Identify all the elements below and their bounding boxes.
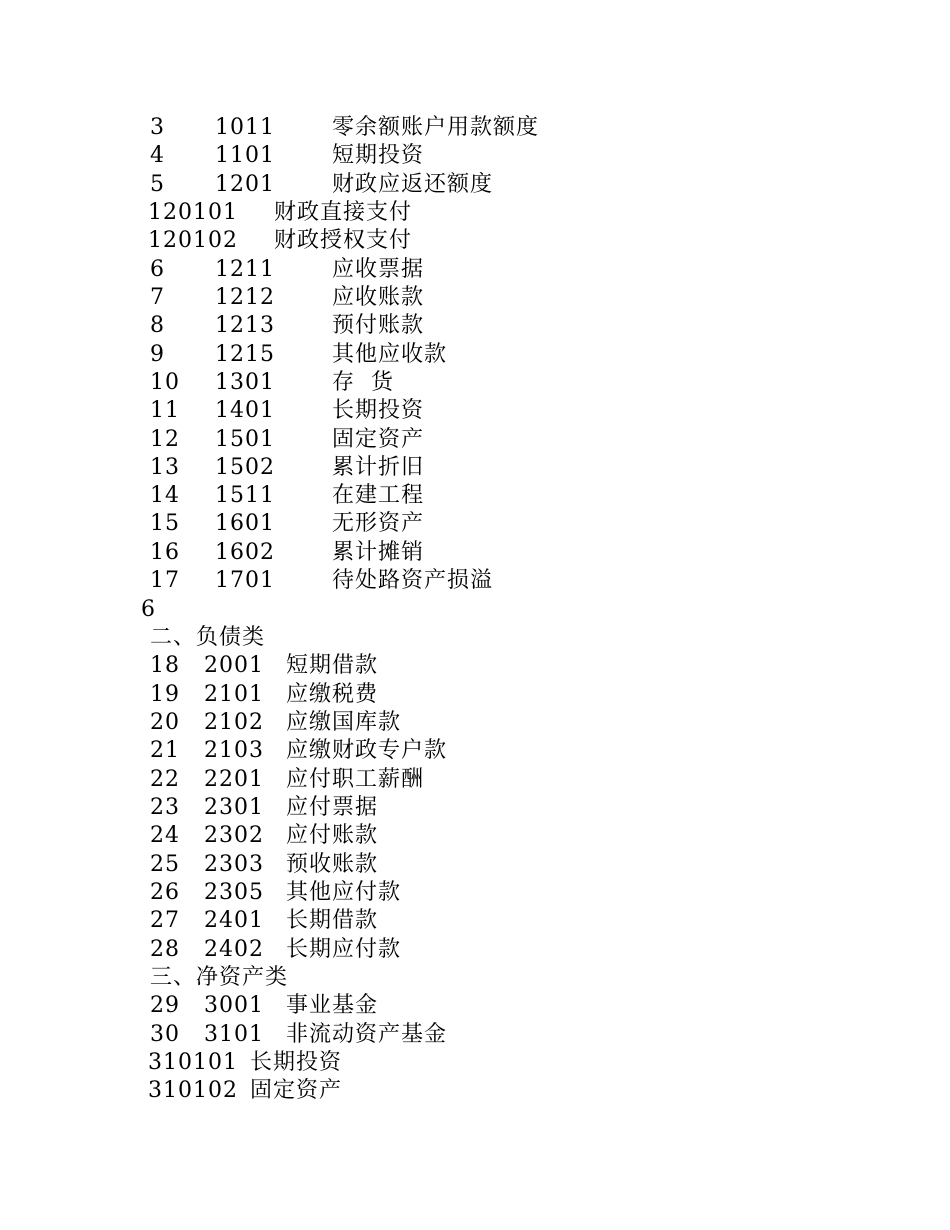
row-number: 20: [150, 710, 180, 735]
row-number: 14: [150, 483, 180, 508]
account-code: 1215: [215, 342, 275, 367]
account-code: 1301: [215, 370, 275, 395]
account-name: 长期应付款: [286, 937, 402, 962]
account-name: 预付账款: [332, 313, 425, 338]
sub-account-name: 财政直接支付: [274, 200, 413, 225]
account-code: 1502: [215, 455, 275, 480]
account-code: 1401: [215, 398, 275, 423]
sub-account-code: 310101: [148, 1050, 238, 1075]
account-name: 在建工程: [332, 483, 425, 508]
row-number: 4: [150, 143, 165, 168]
account-code: 1701: [215, 568, 275, 593]
sub-account-name: 财政授权支付: [274, 228, 413, 253]
account-code: 3101: [204, 1022, 264, 1047]
row-number: 28: [150, 937, 180, 962]
row-number: 25: [150, 852, 180, 877]
row-number: 3: [150, 115, 165, 140]
account-name: 应缴国库款: [286, 710, 402, 735]
account-name: 应收账款: [332, 285, 425, 310]
account-name: 应缴税费: [286, 682, 379, 707]
row-number: 17: [150, 568, 180, 593]
account-code: 2301: [204, 795, 264, 820]
row-number: 7: [150, 285, 165, 310]
account-code: 2101: [204, 682, 264, 707]
row-number: 9: [150, 342, 165, 367]
row-number: 23: [150, 795, 180, 820]
account-code: 1601: [215, 511, 275, 536]
sub-account-code: 120102: [148, 228, 238, 253]
account-name: 长期借款: [286, 908, 379, 933]
account-name: 其他应收款: [332, 342, 448, 367]
account-name: 应缴财政专户款: [286, 738, 448, 763]
page-marker: 6: [141, 597, 156, 622]
row-number: 26: [150, 880, 180, 905]
account-name: 财政应返还额度: [332, 172, 494, 197]
account-code: 2201: [204, 767, 264, 792]
section-heading-liabilities: 二、负债类: [150, 625, 266, 650]
row-number: 24: [150, 823, 180, 848]
row-number: 21: [150, 738, 180, 763]
row-number: 5: [150, 172, 165, 197]
account-name: 累计折旧: [332, 455, 425, 480]
account-name: 零余额账户用款额度: [332, 115, 540, 140]
sub-account-code: 310102: [148, 1078, 238, 1103]
account-name: 短期借款: [286, 653, 379, 678]
account-name: 累计摊销: [332, 540, 425, 565]
row-number: 30: [150, 1022, 180, 1047]
account-code: 1212: [215, 285, 275, 310]
row-number: 29: [150, 993, 180, 1018]
row-number: 16: [150, 540, 180, 565]
row-number: 18: [150, 653, 180, 678]
account-code: 1511: [215, 483, 275, 508]
row-number: 12: [150, 427, 180, 452]
row-number: 6: [150, 257, 165, 282]
account-name: 固定资产: [332, 427, 425, 452]
account-code: 2401: [204, 908, 264, 933]
account-name: 待处路资产损溢: [332, 568, 494, 593]
account-code: 1501: [215, 427, 275, 452]
account-name: 其他应付款: [286, 880, 402, 905]
account-name: 无形资产: [332, 511, 425, 536]
account-code: 1602: [215, 540, 275, 565]
section-heading-net-assets: 三、净资产类: [150, 965, 289, 990]
row-number: 27: [150, 908, 180, 933]
row-number: 22: [150, 767, 180, 792]
account-name: 非流动资产基金: [286, 1022, 448, 1047]
account-code: 1101: [215, 143, 275, 168]
account-name: 事业基金: [286, 993, 379, 1018]
row-number: 13: [150, 455, 180, 480]
account-code: 1201: [215, 172, 275, 197]
account-name: 应付账款: [286, 823, 379, 848]
account-code: 1011: [215, 115, 275, 140]
account-code: 2402: [204, 937, 264, 962]
account-name: 存 货: [332, 370, 394, 395]
sub-account-row: [0, 1078, 343, 1182]
sub-account-name: 长期投资: [250, 1050, 343, 1075]
row-number: 19: [150, 682, 180, 707]
sub-account-name: 固定资产: [250, 1078, 343, 1103]
account-name: 短期投资: [332, 143, 425, 168]
row-number: 15: [150, 511, 180, 536]
account-name: 应收票据: [332, 257, 425, 282]
row-number: 8: [150, 313, 165, 338]
row-number: 10: [150, 370, 180, 395]
account-code: 2302: [204, 823, 264, 848]
account-code: 1211: [215, 257, 275, 282]
sub-account-code: 120101: [148, 200, 238, 225]
account-name: 预收账款: [286, 852, 379, 877]
account-code: 2303: [204, 852, 264, 877]
account-code: 3001: [204, 993, 264, 1018]
account-code: 2001: [204, 653, 264, 678]
account-name: 长期投资: [332, 398, 425, 423]
account-code: 2102: [204, 710, 264, 735]
account-code: 2103: [204, 738, 264, 763]
account-code: 2305: [204, 880, 264, 905]
account-name: 应付职工薪酬: [286, 767, 425, 792]
account-name: 应付票据: [286, 795, 379, 820]
account-code: 1213: [215, 313, 275, 338]
row-number: 11: [150, 398, 180, 423]
